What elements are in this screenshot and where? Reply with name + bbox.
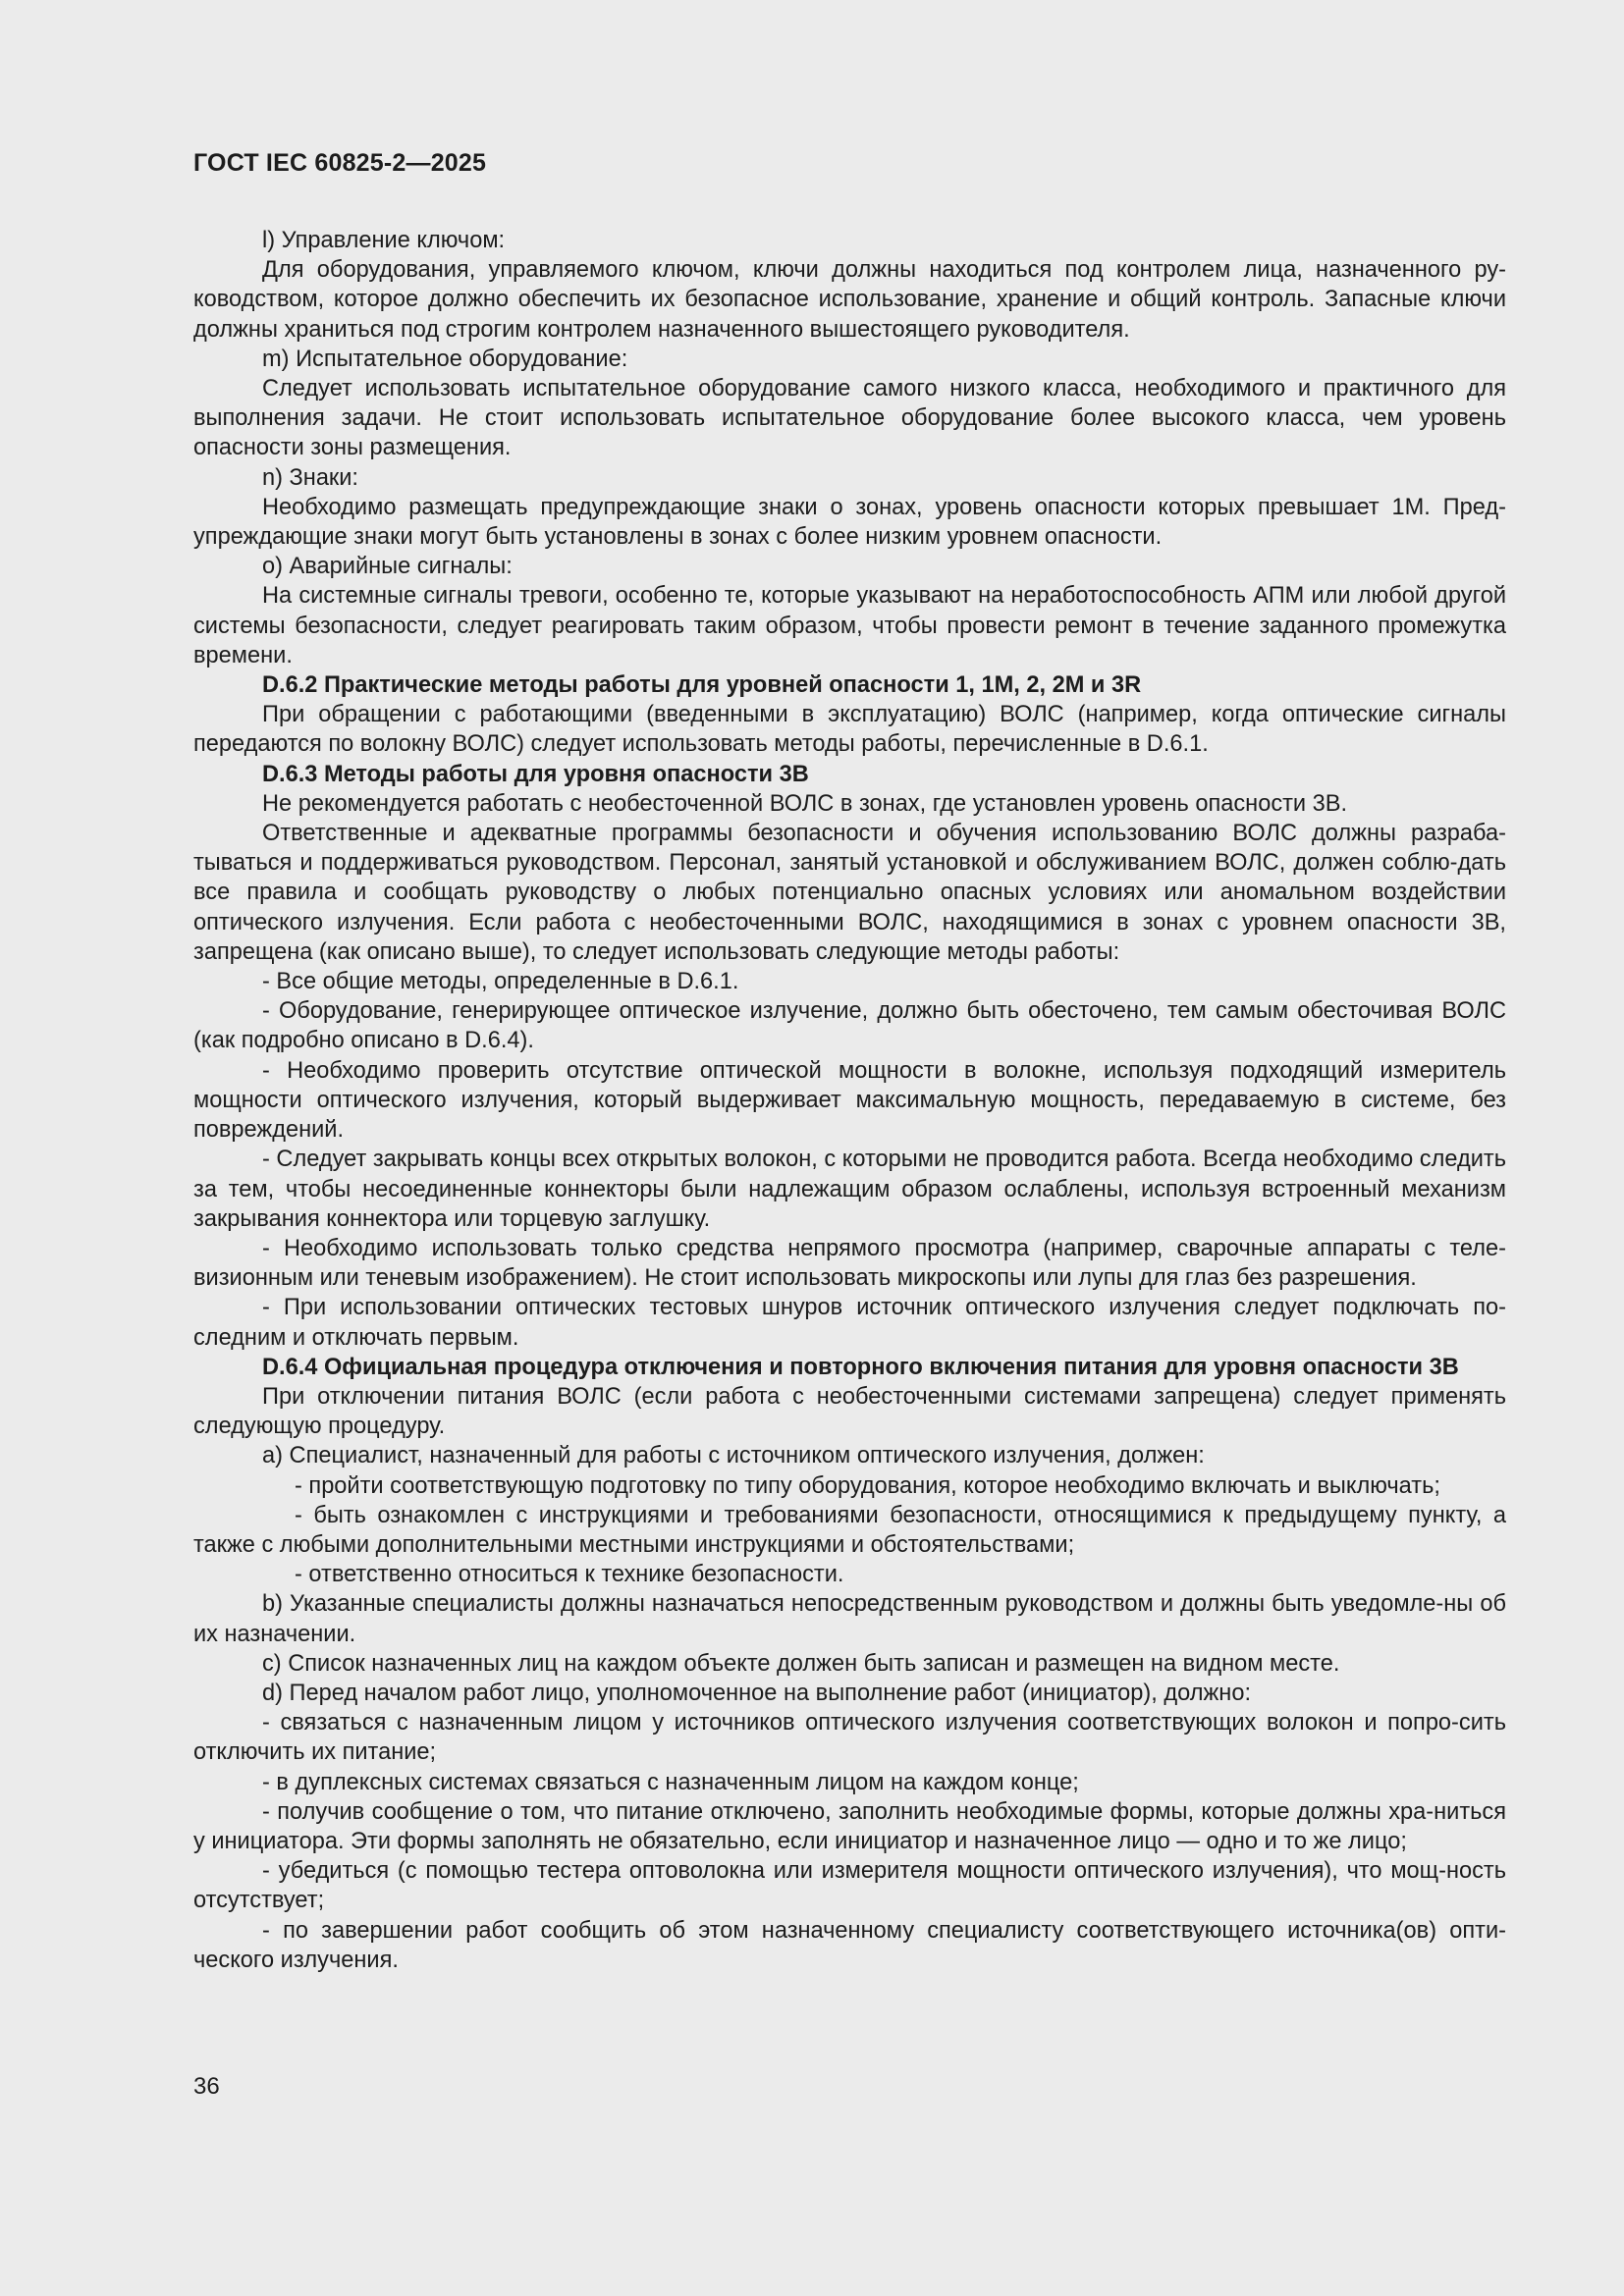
list-item: - Необходимо проверить отсутствие оптической мощности в волокне, используя подходящий измеритель мощности оптического излучения, который выдерживает максимальную мощность, передаваемую в системе, без повреждений. [193, 1057, 1506, 1144]
item-n-heading: n) Знаки: [262, 464, 358, 491]
paragraph: Необходимо размещать предупреждающие знаки о зонах, уровень опасности которых превышает 1М. Пред-упреждающие знаки могут быть установлены в зонах с более низким уровнем опасности. [193, 494, 1506, 551]
paragraph: При обращении с работающими (введенными в эксплуатацию) ВОЛС (например, когда оптические сигналы передаются по волокну ВОЛС) следует использовать методы работы, перечисленные в D.6.1. [193, 702, 1506, 758]
paragraph: Ответственные и адекватные программы безопасности и обучения использованию ВОЛС должны разраба-тываться и поддерживаться руководством. Персонал, занятый установкой и обслуживанием ВОЛС, должен соблю-дать все правила и сообщать руководству о любых потенциально опасных условиях или аномальном воздействии оптического излучения. Если работа с необесточенными ВОЛС, находящимися в зонах с уровнем опасности 3B, запрещена (как описано выше), то следует использовать следующие методы работы: [193, 821, 1506, 965]
item-d: d) Перед началом работ лицо, уполномоченное на выполнение работ (инициатор), должно: [262, 1680, 1251, 1706]
item-o-heading: o) Аварийные сигналы: [262, 554, 513, 580]
section-heading-d62: D.6.2 Практические методы работы для уровней опасности 1, 1М, 2, 2М и 3R [262, 672, 1142, 699]
list-item: - Необходимо использовать только средства непрямого просмотра (например, сварочные аппараты с теле-визионным или теневым изображением). Не стоит использовать микроскопы или лупы для глаз без разрешения. [193, 1235, 1506, 1292]
paragraph: На системные сигналы тревоги, особенно те, которые указывают на неработоспособность АПМ или любой другой системы безопасности, следует реагировать таким образом, чтобы провести ремонт в течение заданного промежутка времени. [193, 583, 1506, 668]
list-item: - Оборудование, генерирующее оптическое излучение, должно быть обесточено, тем самым обесточивая ВОЛС (как подробно описано в D.6.4). [193, 998, 1506, 1054]
page-number: 36 [193, 2073, 220, 2100]
paragraph: При отключении питания ВОЛС (если работа с необесточенными системами запрещена) следует применять следующую процедуру. [193, 1383, 1506, 1440]
item-l-heading: l) Управление ключом: [262, 228, 506, 253]
list-item: - по завершении работ сообщить об этом назначенному специалисту соответствующего источника(ов) опти-ческого излучения. [193, 1917, 1506, 1973]
list-item: - убедиться (с помощью тестера оптоволокна или измерителя мощности оптического излучения), что мощ-ность отсутствует; [193, 1858, 1506, 1914]
list-item: - получив сообщение о том, что питание отключено, заполнить необходимые формы, которые должны хра-ниться у инициатора. Эти формы заполнять не обязательно, если инициатор и назначенное лицо — одно и то же лицо; [193, 1798, 1506, 1854]
document-body [193, 226, 1506, 1975]
item-c: c) Список назначенных лиц на каждом объекте должен быть записан и размещен на видном месте. [262, 1650, 1340, 1677]
paragraph: Для оборудования, управляемого ключом, ключи должны находиться под контролем лица, назначенного ру-ководством, которое должно обеспечить их безопасное использование, хранение и общий контроль. Запасные ключи должны храниться под строгим контролем назначенного вышестоящего руководителя. [193, 257, 1506, 343]
list-item: - Следует закрывать концы всех открытых волокон, с которыми не проводится работа. Всегда необходимо следить за тем, чтобы несоединенные коннекторы были надлежащим образом ослаблены, используя встроенный механизм закрывания коннектора или торцевую заглушку. [193, 1147, 1506, 1232]
item-m-heading: m) Испытательное оборудование: [262, 346, 628, 372]
list-item: - в дуплексных системах связаться с назначенным лицом на каждом конце; [262, 1769, 1079, 1795]
paragraph: Не рекомендуется работать с необесточенной ВОЛС в зонах, где установлен уровень опасности 3B. [262, 790, 1348, 817]
document-header: ГОСТ IEC 60825-2—2025 [193, 149, 487, 177]
list-item: - связаться с назначенным лицом у источников оптического излучения соответствующих волокон и попро-сить отключить их питание; [193, 1710, 1506, 1766]
sub-list-item: - пройти соответствующую подготовку по типу оборудования, которое необходимо включать и выключать; [295, 1472, 1440, 1499]
paragraph: Следует использовать испытательное оборудование самого низкого класса, необходимого и практичного для выполнения задачи. Не стоит использовать испытательное оборудование более высокого класса, чем уровень опасности зоны размещения. [193, 376, 1506, 461]
list-item: - При использовании оптических тестовых шнуров источник оптического излучения следует подключать по-следним и отключать первым. [193, 1295, 1506, 1351]
item-a: a) Специалист, назначенный для работы с источником оптического излучения, должен: [262, 1443, 1205, 1469]
list-item: - Все общие методы, определенные в D.6.1. [262, 969, 739, 995]
section-heading-d63: D.6.3 Методы работы для уровня опасности 3B [262, 761, 809, 787]
sub-list-item: - ответственно относиться к технике безопасности. [295, 1562, 844, 1588]
item-b: b) Указанные специалисты должны назначаться непосредственным руководством и должны быть уведомле-ны об их назначении. [193, 1591, 1506, 1647]
section-heading-d64: D.6.4 Официальная процедура отключения и повторного включения питания для уровня опасности 3B [262, 1354, 1459, 1380]
sub-list-item: - быть ознакомлен с инструкциями и требованиями безопасности, относящимися к предыдущему пункту, а также с любыми дополнительными местными инструкциями и обстоятельствами; [193, 1502, 1506, 1558]
